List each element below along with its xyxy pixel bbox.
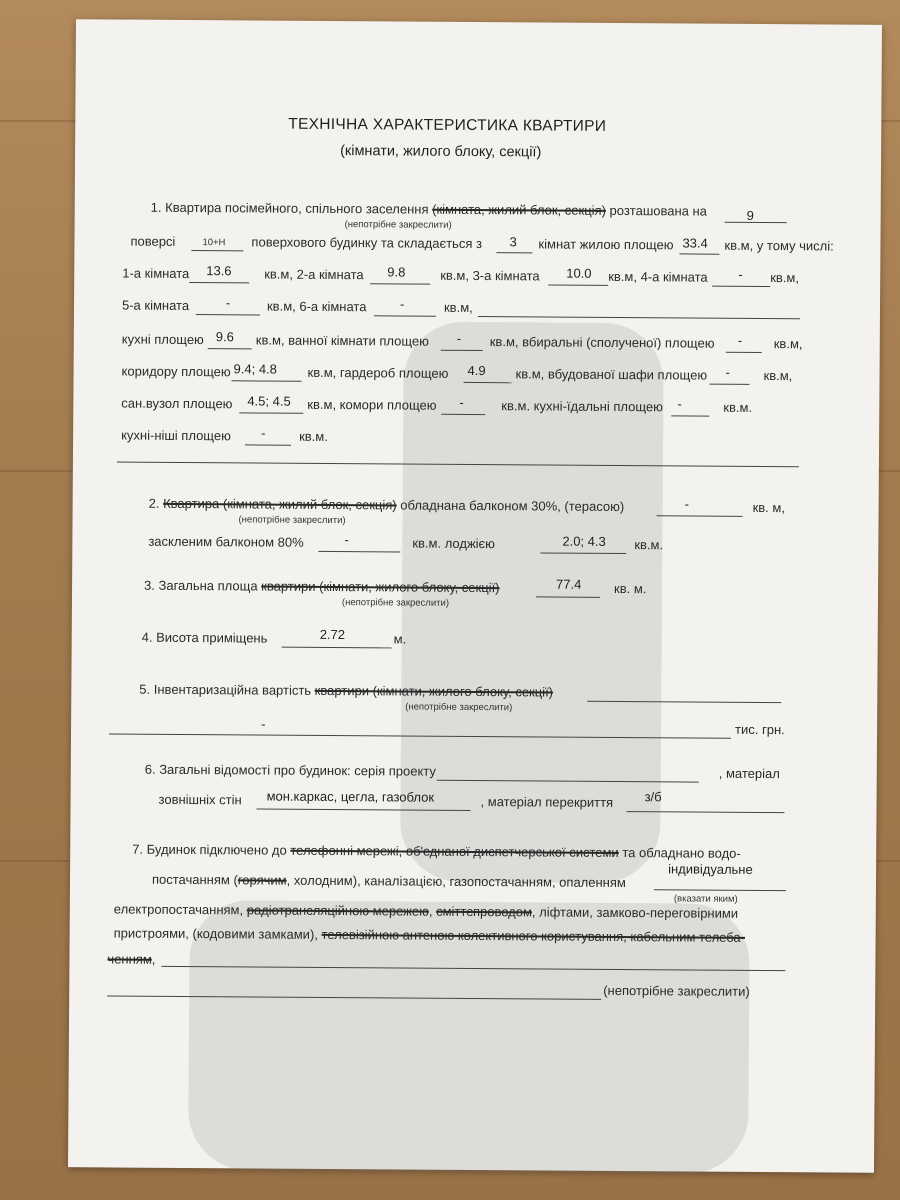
wc-value: - [737, 332, 743, 348]
r6-unit: кв.м, [443, 299, 473, 315]
s7-line2: постачанням (горячим, холодним), каналізацією, газопостачанням, опаленням [151, 871, 626, 891]
height-unit: м. [393, 631, 407, 647]
r3-label: кв.м, 3-а кімната [440, 267, 540, 284]
loggia-label: кв.м. лоджією [412, 535, 496, 552]
kd-unit: кв.м. [723, 399, 753, 415]
page-title: ТЕХНІЧНА ХАРАКТЕРИСТИКА КВАРТИРИ [288, 115, 607, 135]
s7-note: (непотрібне закреслити) [603, 982, 750, 999]
floor-mat-label: , матеріал перекриття [480, 794, 614, 810]
s2-line1: 2. Квартира (кімната, жилий блок, секція) обладнана балконом 30%, (терасою) [148, 495, 625, 515]
r6-value: - [399, 296, 405, 312]
s4-label: 4. Висота приміщень [141, 629, 268, 646]
r2-label: кв.м, 2-а кімната [264, 266, 364, 283]
s1-line2c: кімнат жилою площею [538, 236, 674, 253]
corridor-value: 9.4; 4.8 [233, 361, 278, 377]
s1-line2b: поверхового будинку та складається з [251, 234, 483, 252]
inventory-unit: тис. грн. [735, 721, 785, 738]
note-unneeded-4: (непотрібне закреслити) [405, 701, 513, 714]
kitchen-label: кухні площею [121, 331, 204, 348]
corridor-label: коридору площею [121, 363, 231, 380]
s7-line3: електропостачанням, радіотрансляційною мережею, сміттєпроводом, ліфтами, замково-переговірними [113, 901, 739, 921]
walls-value: мон.каркас, цегла, газоблок [266, 788, 435, 805]
kd-label: кв.м. кухні-їдальні площею [501, 398, 663, 415]
r2-value: 9.8 [387, 264, 406, 280]
floors-total: 10+Н [202, 237, 226, 249]
r5-value: - [225, 295, 231, 311]
glazed-value: - [344, 532, 349, 548]
living-area: 33.4 [682, 235, 708, 251]
s1-line2: поверсі [130, 233, 176, 249]
total-area: 77.4 [556, 576, 582, 592]
sanuzol-value: 4.5; 4.5 [247, 393, 291, 409]
niche-unit: кв.м. [299, 428, 328, 444]
bath-label: кв.м, ванної кімнати площею [255, 332, 430, 349]
s6-material: , матеріал [718, 765, 780, 782]
glazed-label: заскленим балконом 80% [148, 533, 304, 550]
s1-line1: 1. Квартира посімейного, спільного заселення (кімната, жилий блок, секція) розташована на [150, 199, 707, 219]
r1-value: 13.6 [206, 263, 232, 279]
s5-line: 5. Інвентаризаційна вартість квартири (кімнати, жилого блоку, секції) [139, 681, 554, 700]
wc-label: кв.м, вбиральні (сполученої) площею [489, 334, 715, 351]
inventory-value: - [261, 716, 266, 732]
note-indicate: (вказати яким) [673, 893, 738, 905]
note-unneeded-3: (непотрібне закреслити) [341, 597, 450, 609]
s3-line: 3. Загальна площа квартири (кімнати, жилого блоку, секції) [144, 577, 500, 596]
niche-value: - [261, 425, 266, 441]
bath-value: - [456, 330, 462, 346]
walls-label: зовнішніх стін [158, 791, 242, 808]
terrace-value: - [684, 496, 690, 512]
niche-label: кухні-ніші площею [121, 427, 231, 444]
r1-label: 1-а кімната [122, 265, 190, 281]
closet-value: - [725, 364, 730, 380]
floor-mat-value: з/б [644, 789, 662, 805]
loggia-value: 2.0; 4.3 [562, 533, 606, 549]
r4-label: кв.м, 4-а кімната [608, 268, 708, 285]
sanuzol-label: сан.вузол площею [121, 395, 233, 412]
total-unit: кв. м. [614, 580, 647, 597]
wardrobe-label: кв.м, гардероб площею [307, 364, 449, 381]
s6-line1: 6. Загальні відомості про будинок: серія проекту [144, 761, 436, 779]
closet-unit: кв.м, [763, 368, 793, 384]
kd-value: - [677, 396, 682, 412]
wc-unit: кв.м, [773, 336, 803, 352]
document-sheet [68, 19, 882, 1173]
s7-line4: пристроями, (кодовими замками), телевізійною антеною колективного користування, кабельним телеба- [113, 925, 746, 945]
closet-label: кв.м, вбудованої шафи площею [515, 366, 708, 383]
wardrobe-value: 4.9 [467, 362, 486, 379]
r6-label: кв.м, 6-а кімната [266, 298, 367, 315]
r4-unit: кв.м, [770, 270, 800, 286]
floor-value: 9 [746, 207, 754, 223]
r5-label: 5-а кімната [121, 297, 190, 313]
heating-value: індивідуальне [668, 861, 753, 877]
s1-line2d: кв.м, у тому числі: [724, 237, 834, 254]
note-unneeded-2: (непотрібне закреслити) [238, 514, 346, 527]
s7-line1: 7. Будинок підключено до телефонні мережі, об'єднаної диспетчерської системи та обладнано водо- [132, 841, 741, 861]
r4-value: - [738, 266, 743, 282]
loggia-unit: кв.м. [634, 537, 664, 553]
height-value: 2.72 [319, 626, 346, 643]
storage-value: - [459, 394, 464, 410]
note-unneeded: (непотрібне закреслити) [344, 219, 452, 231]
rooms-count: 3 [509, 234, 517, 250]
terrace-unit: кв. м, [752, 499, 786, 516]
kitchen-value: 9.6 [215, 329, 234, 345]
storage-label: кв.м, комори площею [307, 396, 437, 413]
s7-line5: ченням, [107, 951, 156, 967]
r3-value: 10.0 [566, 265, 592, 281]
page-subtitle: (кімнати, жилого блоку, секції) [340, 143, 542, 161]
